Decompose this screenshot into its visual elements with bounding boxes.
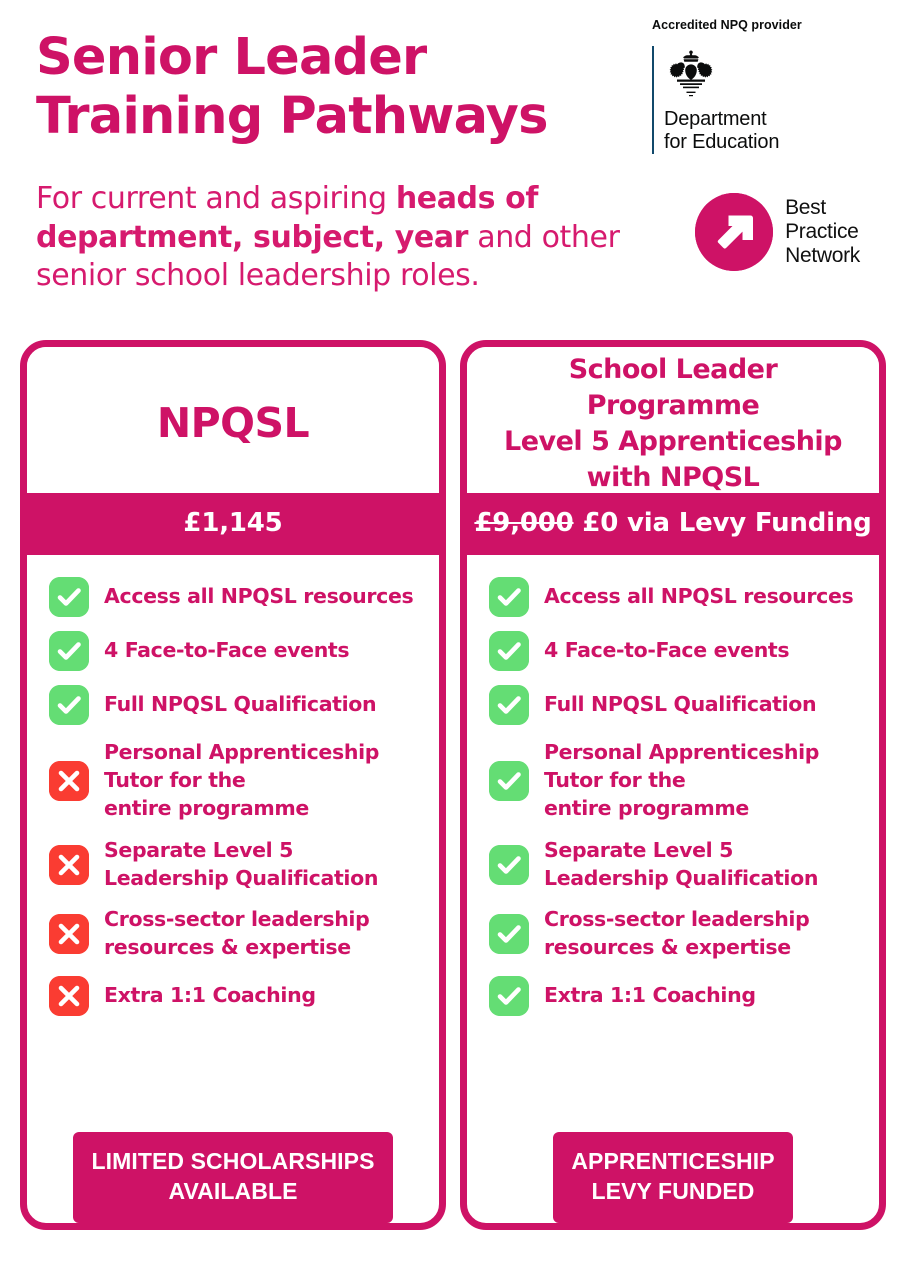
card-title-line: NPQSL [156,399,310,448]
check-icon [49,577,89,617]
feature-label-line: Access all NPQSL resources [544,584,854,609]
feature-label-line: Tutor for the [544,767,686,792]
feature-label-line: Extra 1:1 Coaching [544,983,756,1008]
feature-list-npqsl [27,555,439,1116]
cta-container-apprenticeship [467,1116,879,1223]
page-subtitle [36,146,646,295]
feature-label-line: Leadership Qualification [544,865,819,890]
feature-row [489,631,863,671]
check-icon [489,631,529,671]
cross-icon [49,845,89,885]
price-value: £0 via Levy Funding [582,508,872,538]
check-icon [489,976,529,1016]
feature-label-line: 4 Face-to-Face events [544,638,790,663]
dfe-wordmark-line-1: Department [664,108,767,130]
dfe-wordmark [664,108,779,154]
card-title-line: Level 5 Apprenticeship [503,426,843,457]
feature-label-line: Cross-sector leadership [104,907,370,932]
feature-label-line: Access all NPQSL resources [104,584,414,609]
dfe-vertical-rule [652,46,654,154]
cta-line: LIMITED SCHOLARSHIPS [91,1148,375,1175]
subtitle-bold-1: heads of department [36,181,538,255]
subtitle-bold-2: subject [253,219,374,255]
feature-row [489,577,863,617]
best-practice-network-logo [695,193,860,271]
check-icon [489,685,529,725]
feature-label-line: resources & expertise [104,935,351,960]
feature-label-line: Leadership Qualification [104,865,379,890]
feature-row [49,837,423,893]
card-title-line: School Leader Programme [568,354,778,422]
check-icon [49,685,89,725]
subtitle-bold-3: year [394,219,469,255]
feature-label [104,739,379,823]
feature-label-line: entire programme [544,795,749,820]
feature-row [489,906,863,962]
feature-label [544,691,816,719]
card-title-line: with NPQSL [586,461,760,493]
cta-line: LEVY FUNDED [591,1178,755,1205]
card-title-apprenticeship [485,352,861,496]
feature-row [49,976,423,1016]
card-header-npqsl [27,347,439,493]
feature-label-line: Personal Apprenticeship [544,740,820,764]
dfe-lockup [652,46,852,154]
feature-label [544,982,756,1010]
feature-row [489,837,863,893]
feature-row [489,976,863,1016]
feature-label [104,837,378,893]
feature-label [544,739,819,823]
bpn-wordmark [785,196,860,268]
feature-label [104,982,316,1010]
page-title-line-2: Training Pathways [36,87,548,147]
pricing-card-apprenticeship[interactable] [460,340,886,1230]
royal-crest-icon [664,48,779,103]
check-icon [489,845,529,885]
feature-row [49,739,423,823]
feature-label-line: Full NPQSL Qualification [104,692,377,717]
dfe-right-column [664,46,779,154]
page-title [36,28,646,146]
feature-label-line: resources & expertise [544,935,791,960]
accredited-npq-provider-label: Accredited NPQ provider [652,18,802,32]
feature-label [104,906,369,962]
feature-label [544,837,818,893]
apprenticeship-levy-funded-badge[interactable] [553,1132,792,1223]
feature-label [544,583,853,611]
feature-label-line: Personal Apprenticeship [104,740,380,764]
feature-row [49,685,423,725]
dfe-logo-block [652,18,852,154]
header-text-block [36,28,646,295]
price-value: £1,145 [183,508,283,538]
feature-label [104,583,413,611]
subtitle-text-2: and other senior school leadership roles. [36,219,620,294]
cta-line: APPRENTICESHIP [571,1148,775,1175]
price-original-struck: £9,000 [474,508,574,538]
cross-icon [49,761,89,801]
card-title-npqsl [157,399,309,448]
cta-container-npqsl [27,1116,439,1223]
check-icon [489,761,529,801]
bpn-wordmark-line-1: Best [785,196,826,220]
feature-label-line: Separate Level 5 [544,837,734,862]
cta-line: AVAILABLE [168,1178,298,1205]
feature-row [49,577,423,617]
feature-label [104,637,349,665]
limited-scholarships-badge[interactable] [73,1132,392,1223]
bpn-wordmark-line-2: Practice [785,220,859,244]
page-header [0,0,900,320]
pricing-card-npqsl[interactable] [20,340,446,1230]
feature-row [489,685,863,725]
page-title-line-1: Senior Leader [36,28,427,87]
feature-label-line: Cross-sector leadership [544,907,810,932]
subtitle-separator-2: , [373,219,395,255]
feature-row [49,906,423,962]
price-band-apprenticeship [467,493,879,555]
feature-label-line: 4 Face-to-Face events [104,638,350,663]
feature-list-apprenticeship [467,555,879,1116]
feature-label [544,637,789,665]
feature-label-line: entire programme [104,795,309,820]
feature-row [489,739,863,823]
check-icon [49,631,89,671]
check-icon [489,914,529,954]
feature-label-line: Full NPQSL Qualification [544,692,817,717]
dfe-wordmark-line-2: for Education [664,131,780,154]
bpn-wordmark-line-3: Network [785,243,860,267]
feature-label-line: Tutor for the [104,767,246,792]
bpn-arrow-circle-icon [695,193,773,271]
feature-label [544,906,809,962]
cross-icon [49,914,89,954]
card-header-apprenticeship [467,347,879,493]
price-band-npqsl [27,493,439,555]
feature-label [104,691,376,719]
feature-row [49,631,423,671]
subtitle-text-1: For current and aspiring [36,181,396,217]
cross-icon [49,976,89,1016]
feature-label-line: Extra 1:1 Coaching [104,983,316,1008]
feature-label-line: Separate Level 5 [104,837,294,862]
subtitle-separator-1: , [231,219,254,255]
check-icon [489,577,529,617]
